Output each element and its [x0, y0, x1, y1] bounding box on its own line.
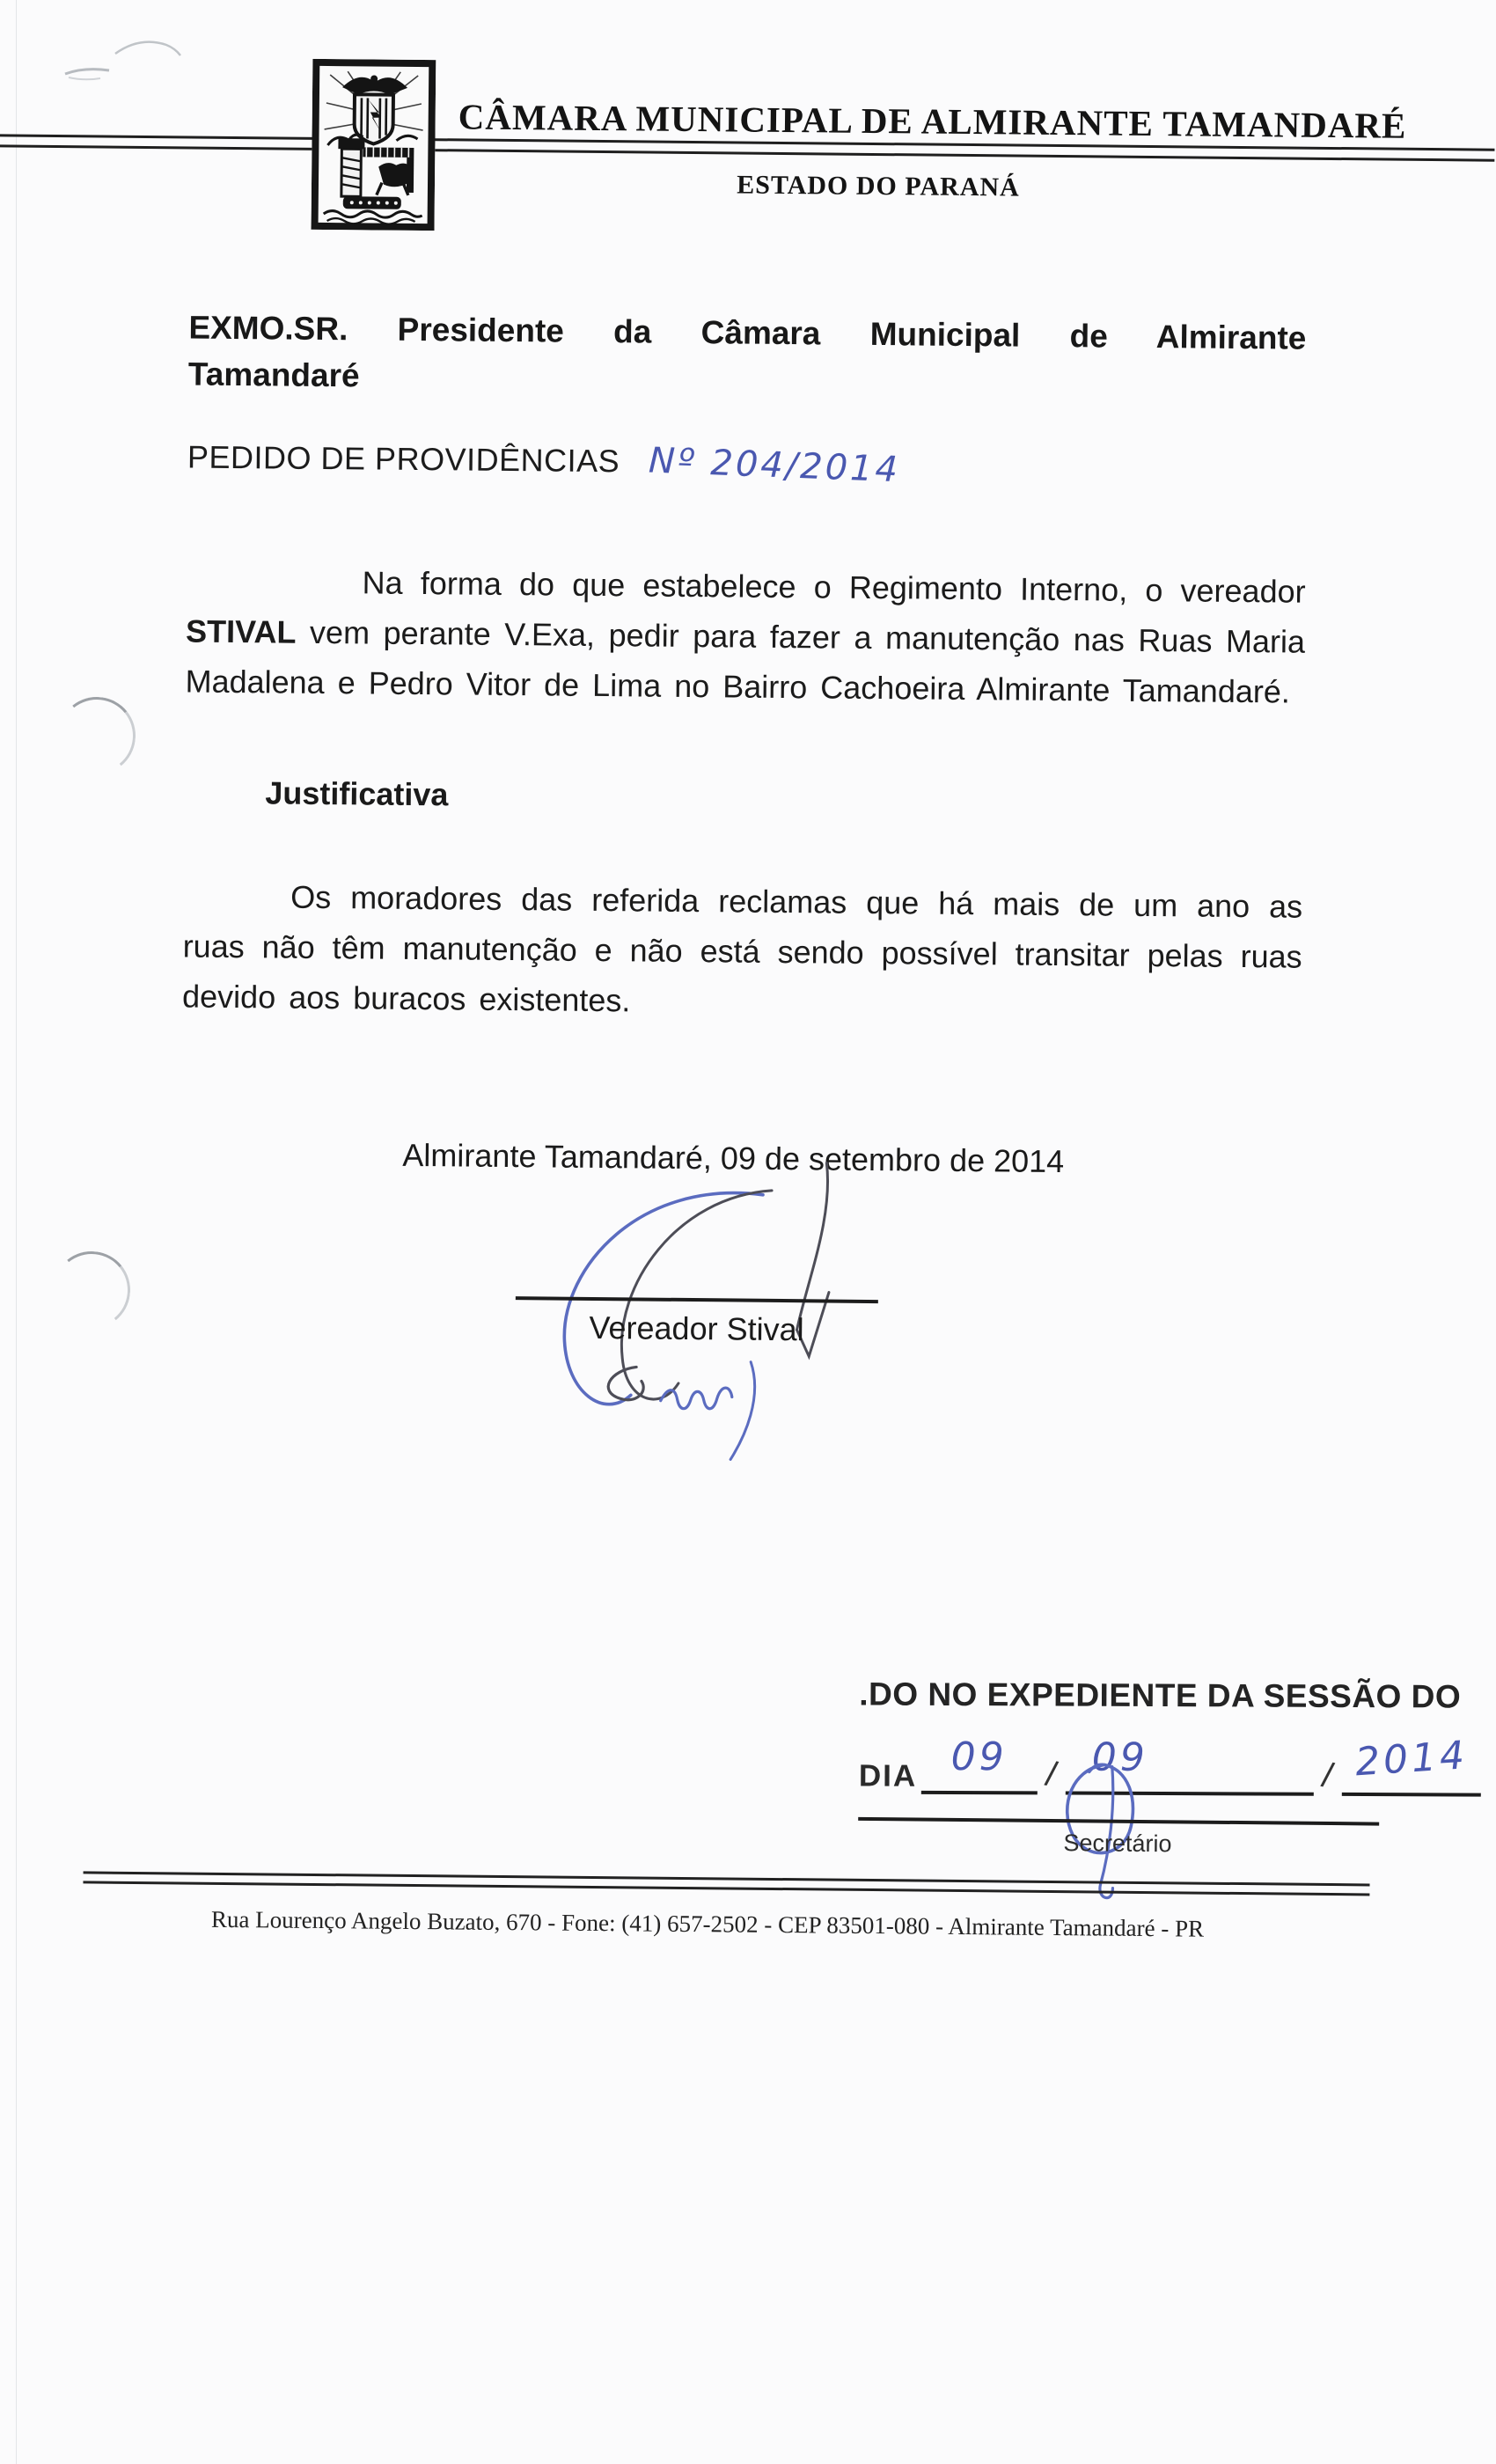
stamp-day-value: 09: [950, 1734, 1008, 1780]
signature-name-label: Vereador Stival: [589, 1309, 804, 1348]
stamp-year-field: [1342, 1733, 1481, 1797]
footer-address: Rua Lourenço Angelo Buzato, 670 - Fone: (41) 657-2502 - CEP 83501-080 - Almirante Tamandaré - PR: [210, 1905, 1205, 1942]
paragraph1-bold-stival: STIVAL: [185, 612, 297, 650]
addressee-block: [188, 304, 1307, 408]
subject-label: PEDIDO DE PROVIDÊNCIAS: [187, 438, 620, 480]
body-paragraph-2: Os moradores das referida reclamas que há mais de um ano as ruas não têm manutenção e não está sendo possível transitar pelas ruas devido aos buracos existentes.: [181, 878, 1303, 1019]
stamp-day-field: [921, 1734, 1038, 1795]
paragraph1-suffix: vem perante V.Exa, pedir para fazer a manutenção nas Ruas Maria Madalena e Pedro Vitor de Lima no Bairro Cachoeira Almirante Tamandaré.: [185, 613, 1306, 710]
stival-signature-icon: [479, 1144, 939, 1465]
date-line: Almirante Tamandaré, 09 de setembro de 2014: [402, 1136, 1065, 1180]
paragraph1-prefix: Na forma do que estabelece o Regimento Interno, o vereador: [362, 564, 1306, 610]
addressee-line1: EXMO.SR. Presidente da Câmara Municipal de Almirante: [188, 309, 1307, 356]
stamp-line1: .DO NO EXPEDIENTE DA SESSÃO DO: [859, 1676, 1462, 1715]
stamp-month-value: 09: [1091, 1734, 1148, 1780]
subject-number-handwritten: Nº 204/2014: [647, 440, 901, 491]
body-paragraph-1: [185, 555, 1306, 716]
municipal-coat-of-arms-icon: [312, 59, 436, 231]
subject-row: [187, 438, 1331, 490]
secretary-label: Secretário: [1063, 1830, 1172, 1858]
stamp-slash-2: /: [1318, 1756, 1337, 1796]
addressee-line2: Tamandaré: [187, 356, 360, 394]
header-org-title: CÂMARA MUNICIPAL DE ALMIRANTE TAMANDARÉ: [458, 96, 1407, 146]
header-state-title: ESTADO DO PARANÁ: [737, 170, 1020, 202]
stamp-slash-1: /: [1042, 1754, 1060, 1795]
stamp-year-value: 2014: [1353, 1733, 1470, 1786]
justification-heading: Justificativa: [265, 774, 449, 813]
stamp-dia-label: DIA: [858, 1758, 918, 1793]
